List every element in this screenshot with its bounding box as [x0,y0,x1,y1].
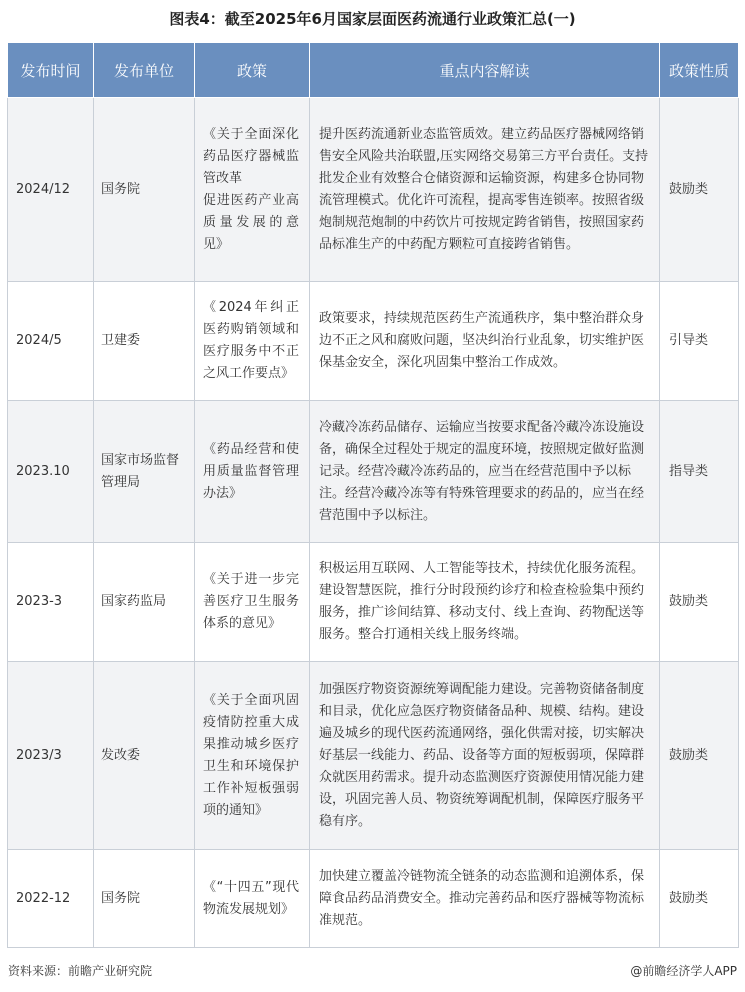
header-content: 重点内容解读 [310,43,660,98]
table-row [8,662,739,850]
cell-unit: 国家药监局 [94,543,195,662]
cell-date: 2023.10 [8,401,94,543]
brand-credit: @前瞻经济学人APP [630,964,737,978]
cell-nature: 鼓励类 [660,662,739,850]
cell-nature: 鼓励类 [660,543,739,662]
cell-content: 政策要求，持续规范医药生产流通秩序，集中整治群众身边不正之风和腐败问题，坚决纠治行业乱象，切实维护医保基金安全，深化巩固集中整治工作成效。 [310,282,660,401]
cell-policy: 《关于全面巩固疫情防控重大成果推动城乡医疗卫生和环境保护工作补短板强弱项的通知》 [195,662,310,850]
cell-policy: 《“十四五”现代物流发展规划》 [195,850,310,948]
header-nature: 政策性质 [660,43,739,98]
header-unit: 发布单位 [94,43,195,98]
page-title: 图表4：截至2025年6月国家层面医药流通行业政策汇总(一) [169,10,576,28]
cell-policy: 《2024年纠正医药购销领域和医疗服务中不正之风工作要点》 [195,282,310,401]
cell-date: 2024/12 [8,98,94,282]
cell-policy: 《关于全面深化药品医疗器械监管改革 促进医药产业高质量发展的意见》 [195,98,310,282]
cell-nature: 指导类 [660,401,739,543]
header-policy: 政策 [195,43,310,98]
cell-content: 积极运用互联网、人工智能等技术，持续优化服务流程。建设智慧医院，推行分时段预约诊疗和检查检验集中预约服务，推广诊间结算、移动支付、线上查询、药物配送等服务。整合打通相关线上服务终端。 [310,543,660,662]
cell-content: 冷藏冷冻药品储存、运输应当按要求配备冷藏冷冻设施设备，确保全过程处于规定的温度环境，按照规定做好监测记录。经营冷藏冷冻药品的，应当在经营范围中予以标注。经营冷藏冷冻等有特殊管理要求的药品的，应当在经营范围中予以标注。 [310,401,660,543]
cell-content: 加快建立覆盖冷链物流全链条的动态监测和追溯体系，保障食品药品消费安全。推动完善药品和医疗器械等物流标准规范。 [310,850,660,948]
cell-date: 2023/3 [8,662,94,850]
cell-unit: 卫建委 [94,282,195,401]
cell-unit: 国务院 [94,850,195,948]
cell-date: 2023-3 [8,543,94,662]
header-date: 发布时间 [8,43,94,98]
table-row [8,282,739,401]
cell-unit: 国务院 [94,98,195,282]
cell-policy: 《关于进一步完善医疗卫生服务体系的意见》 [195,543,310,662]
table-header-row [8,43,739,98]
table-row [8,543,739,662]
table-row [8,850,739,948]
cell-policy: 《药品经营和使用质量监督管理办法》 [195,401,310,543]
table-row [8,98,739,282]
table-row [8,401,739,543]
cell-date: 2022-12 [8,850,94,948]
cell-content: 提升医药流通新业态监管质效。建立药品医疗器械网络销售安全风险共治联盟,压实网络交易第三方平台责任。支持批发企业有效整合仓储资源和运输资源，构建多仓协同物流管理模式。优化许可流程，提高零售连锁率。按照省级炮制规范炮制的中药饮片可按规定跨省销售，按照国家药品标准生产的中药配方颗粒可直接跨省销售。 [310,98,660,282]
policy-table [7,42,739,948]
cell-unit: 发改委 [94,662,195,850]
cell-date: 2024/5 [8,282,94,401]
cell-unit: 国家市场监督管理局 [94,401,195,543]
cell-content: 加强医疗物资资源统筹调配能力建设。完善物资储备制度和目录，优化应急医疗物资储备品种、规模、结构。建设遍及城乡的现代医药流通网络，强化供需对接，切实解决好基层一线能力、药品、设备等方面的短板弱项，保障群众就医用药需求。提升动态监测医疗资源使用情况能力建设，巩固完善人员、物资统筹调配机制，保障医疗服务平稳有序。 [310,662,660,850]
cell-nature: 引导类 [660,282,739,401]
cell-nature: 鼓励类 [660,98,739,282]
cell-nature: 鼓励类 [660,850,739,948]
source-note: 资料来源：前瞻产业研究院 [8,964,153,978]
